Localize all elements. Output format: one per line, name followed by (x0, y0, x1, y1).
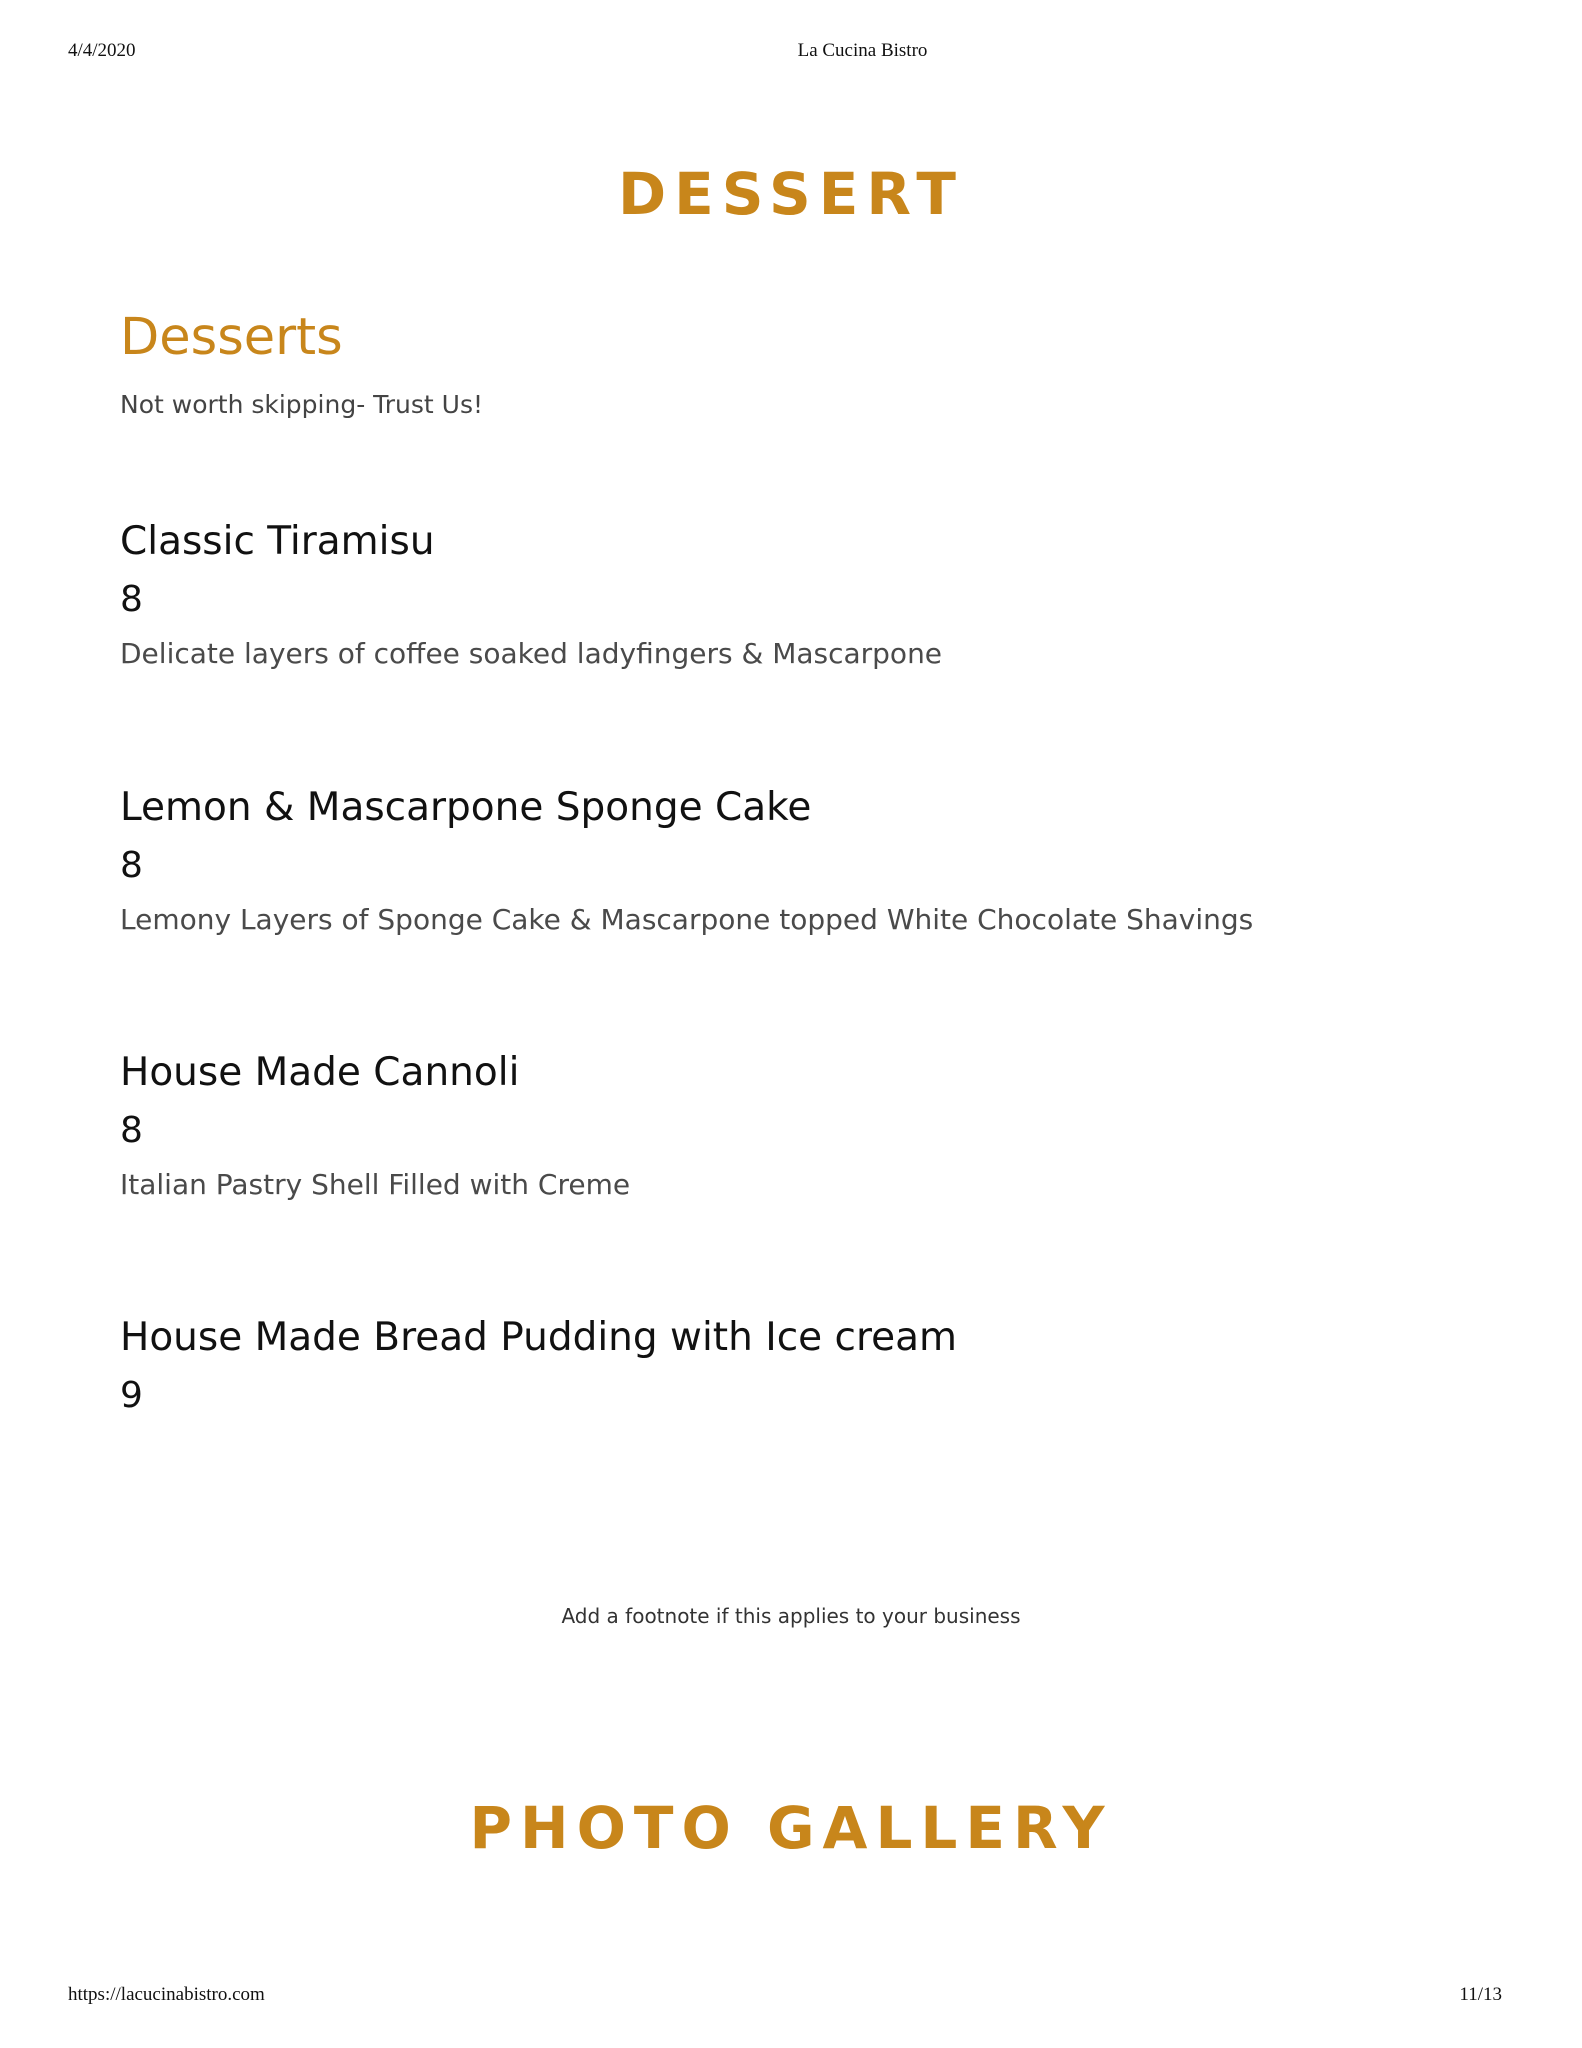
category-title: Desserts (120, 308, 343, 367)
menu-item-name: Classic Tiramisu (120, 519, 435, 564)
menu-item-name: House Made Cannoli (120, 1050, 520, 1095)
category-tagline: Not worth skipping- Trust Us! (120, 390, 484, 419)
print-page-number: 11/13 (1459, 1984, 1502, 2005)
menu-item-price: 8 (120, 579, 143, 620)
menu-item (120, 1049, 1500, 1203)
menu-item-name: Lemon & Mascarpone Sponge Cake (120, 785, 812, 830)
menu-item-name: House Made Bread Pudding with Ice cream (120, 1315, 958, 1360)
menu-item-price: 8 (120, 845, 143, 886)
print-header (0, 40, 1582, 66)
menu-item (120, 1314, 1500, 1418)
menu-item-price: 8 (120, 1110, 143, 1151)
print-url[interactable]: https://lacucinabistro.com (68, 1984, 265, 2005)
menu-item-price: 9 (120, 1375, 143, 1416)
footnote (0, 1604, 1582, 1628)
menu-item (120, 518, 1500, 672)
section-heading-photo-gallery: PHOTO GALLERY (469, 1794, 1113, 1862)
menu-item-description: Lemony Layers of Sponge Cake & Mascarpone topped White Chocolate Shavings (120, 903, 1254, 936)
footnote-text: Add a footnote if this applies to your business (561, 1604, 1021, 1628)
menu-item-description: Italian Pastry Shell Filled with Creme (120, 1168, 631, 1201)
section-heading-dessert: DESSERT (618, 160, 964, 228)
print-footer (0, 1984, 1582, 2010)
print-site-title: La Cucina Bistro (797, 40, 928, 61)
menu-item-description: Delicate layers of coffee soaked ladyfingers & Mascarpone (120, 637, 943, 670)
print-date: 4/4/2020 (68, 40, 136, 61)
menu-item (120, 784, 1500, 938)
